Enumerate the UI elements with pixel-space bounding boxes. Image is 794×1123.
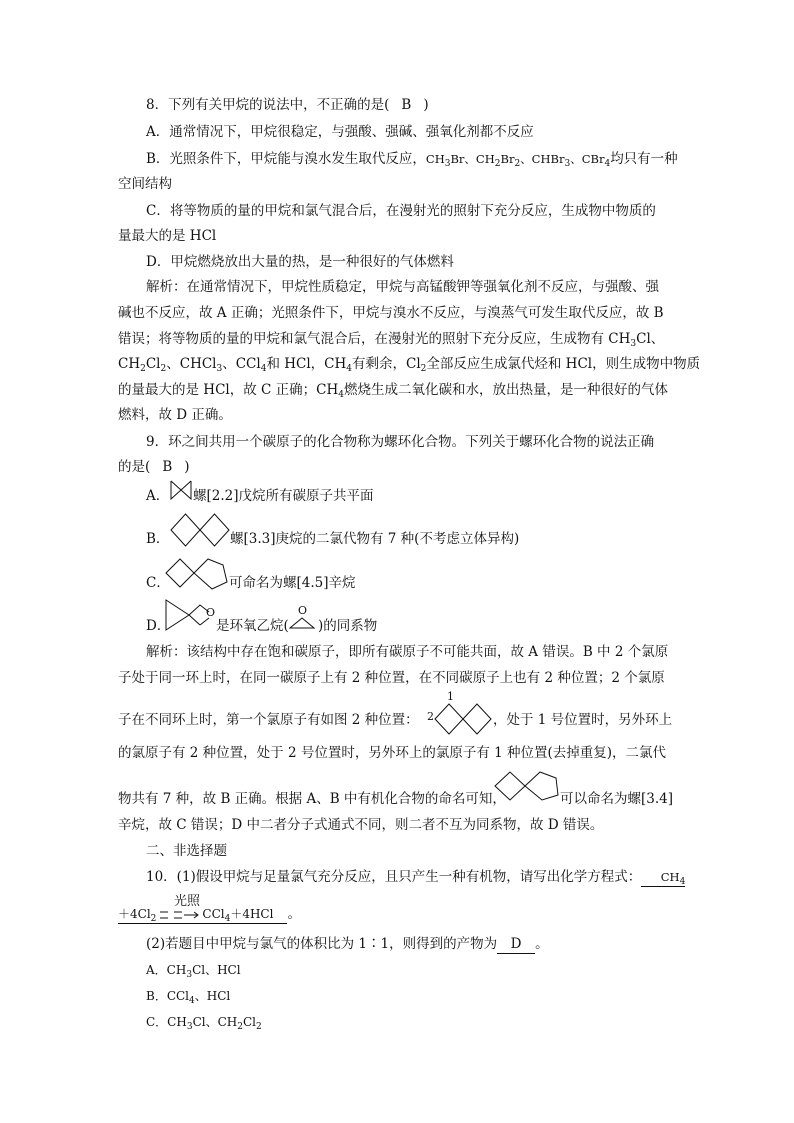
ethylene-oxide-structure-icon bbox=[289, 614, 315, 633]
q9-analysis-1: 解析：该结构中存在饱和碳原子，即所有碳原子不可能共面，故 A 错误。B 中 2 个氯原 bbox=[146, 644, 669, 660]
q10-equation-line2: $+4Cl_2$ CCl$_4$＋4HCl 。 bbox=[118, 906, 301, 924]
q10-part1-stem: 10．(1)假设甲烷与足量氯气充分反应，且只产生一种有机物，请写出化学方程式： $CH_4$ bbox=[146, 869, 686, 887]
q9-analysis-5b: 可以命名为螺[3.4] bbox=[560, 791, 674, 807]
q10-part2-answer: D bbox=[497, 935, 535, 954]
q9-stem-1: 9．环之间共用一个碳原子的化合物称为螺环化合物。下列关于螺环化合物的说法正确 bbox=[146, 434, 655, 450]
q9-option-d-text2: )的同系物 bbox=[318, 618, 378, 634]
q10-reaction-condition: 光照 bbox=[174, 894, 201, 909]
q8-analysis-4: $CH_2Cl_2$、CHCl$_3$、CCl$_4$和 HCl，$CH_4$有剩余，$Cl_2$全部反应生成氯代烃和 HCl，则生成物中物质 bbox=[118, 356, 701, 374]
q8-option-d: D．甲烷燃烧放出大量的热，是一种很好的气体燃料 bbox=[146, 254, 454, 270]
q10-equation-answer: $+4Cl_2$ CCl$_4$＋4HCl bbox=[118, 905, 287, 924]
dichloro-positions-structure-icon bbox=[434, 703, 492, 739]
position-label-1: 1 bbox=[447, 690, 454, 703]
spirooctane-structure-icon bbox=[165, 556, 229, 596]
q10-option-b: B．CCl$_4$、HCl bbox=[146, 989, 231, 1006]
q8-analysis-1: 解析：在通常情况下，甲烷性质稳定，甲烷与高锰酸钾等强氧化剂不反应，与强酸、强 bbox=[146, 279, 659, 295]
spiroheptane-structure-icon bbox=[170, 513, 230, 551]
q8-answer: B bbox=[401, 97, 412, 113]
q8-stem: 8．下列有关甲烷的说法中，不正确的是( B ) bbox=[146, 97, 429, 113]
q9-option-c-text: 可命名为螺[4.5]辛烷 bbox=[229, 575, 356, 591]
q9-option-b-text: 螺[3.3]庚烷的二氯代物有 7 种(不考虑立体异构) bbox=[230, 531, 520, 547]
q10-equation-start: $CH_4$ bbox=[641, 868, 685, 887]
q9-option-b-label: B． bbox=[146, 531, 170, 547]
q8-option-b-cont: 空间结构 bbox=[118, 176, 172, 192]
q9-analysis-2: 子处于同一环上时，在同一碳原子上有 2 种位置，在不同碳原子上也有 2 种位置；2 个氯原 bbox=[118, 670, 665, 686]
q8-analysis-3: 错误；将等物质的量的甲烷和氯气混合后，在漫射光的照射下充分反应，生成物有 $CH_3Cl$、 bbox=[118, 331, 665, 349]
q9-option-d-text1: 是环氧乙烷( bbox=[216, 618, 289, 634]
q8-option-c: C．将等物质的量的甲烷和氯气混合后，在漫射光的照射下充分反应，生成物中物质的 bbox=[146, 203, 656, 219]
q9-option-d-label: D． bbox=[146, 618, 171, 634]
q9-option-a-label: A． bbox=[146, 488, 170, 504]
q10-part2-stem: (2)若题目中甲烷与氯气的体积比为 1∶1，则得到的产物为 D 。 bbox=[146, 936, 549, 952]
ethylene-oxide-oxygen-label: O bbox=[298, 604, 308, 617]
q9-analysis-3b: ，处于 1 号位置时，另外环上 bbox=[493, 712, 673, 728]
q9-analysis-5a: 物共有 7 种，故 B 正确。根据 A、B 中有机化合物的命名可知， bbox=[118, 791, 506, 807]
reaction-arrow-icon bbox=[156, 905, 202, 923]
spiro-oxide-oxygen-label: O bbox=[206, 606, 216, 619]
q8-option-a: A．通常情况下，甲烷很稳定，与强酸、强碱、强氧化剂都不反应 bbox=[146, 124, 534, 140]
section-heading: 二、非选择题 bbox=[146, 843, 227, 859]
q9-option-a-text: 螺[2.2]戊烷所有碳原子共平面 bbox=[193, 488, 374, 504]
q8-option-b: B．光照条件下，甲烷能与溴水发生取代反应，$CH_3Br$、$CH_2Br_2$、CHBr$_3$、CBr$_4$均只有一种 bbox=[146, 151, 678, 169]
spiropentane-structure-icon bbox=[170, 480, 192, 504]
position-label-2: 2 bbox=[427, 710, 434, 723]
q10-option-c: C．$CH_3Cl$、$CH_2Cl_2$ bbox=[146, 1015, 262, 1032]
q8-option-c-cont: 量最大的是 HCl bbox=[118, 228, 217, 244]
q9-option-c-label: C． bbox=[146, 575, 170, 591]
q9-analysis-4: 的氯原子有 2 种位置，处于 2 号位置时，另外环上的氯原子有 1 种位置(去掉重复)，二氯代 bbox=[118, 745, 667, 761]
q9-analysis-3a: 子在不同环上时，第一个氯原子有如图 2 种位置： bbox=[118, 712, 419, 728]
spiro-3-4-structure-icon bbox=[494, 769, 560, 807]
q8-analysis-6: 燃料，故 D 正确。 bbox=[118, 407, 232, 423]
q9-stem-2: 的是( B ) bbox=[118, 459, 190, 475]
q9-answer: B bbox=[162, 459, 173, 475]
q8-analysis-2: 碱也不反应，故 A 正确；光照条件下，甲烷与溴水不反应，与溴蒸气可发生取代反应，故 B bbox=[118, 305, 664, 321]
q10-option-a: A．$CH_3Cl$、HCl bbox=[146, 963, 241, 980]
q9-analysis-6: 辛烷，故 C 错误；D 中二者分子式通式不同，则二者不互为同系物，故 D 错误。 bbox=[118, 817, 604, 833]
q8-analysis-5: 的量最大的是 HCl，故 C 正确；$CH_4$燃烧生成二氧化碳和水，放出热量，是一种很好的气体 bbox=[118, 382, 668, 400]
